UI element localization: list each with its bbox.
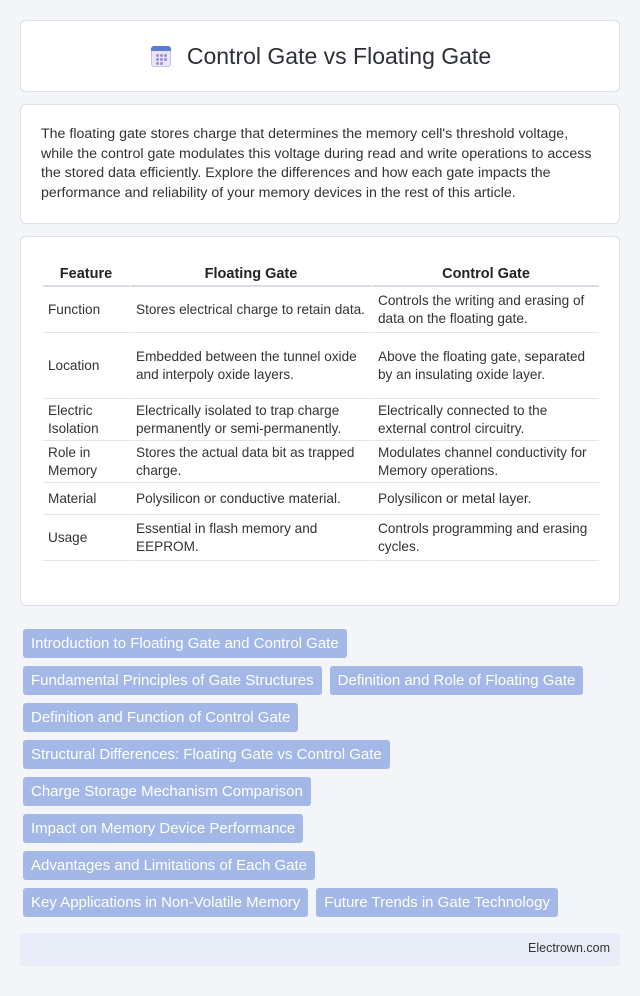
topic-tag-link[interactable]: Key Applications in Non-Volatile Memory xyxy=(23,888,308,917)
table-header-row xyxy=(43,263,599,287)
table-cell: Essential in flash memory and EEPROM. xyxy=(131,515,373,561)
topic-tag-link[interactable]: Impact on Memory Device Performance xyxy=(23,814,303,843)
table-cell: Above the floating gate, separated by an insulating oxide layer. xyxy=(373,333,599,399)
table-header-cell: Control Gate xyxy=(373,263,599,287)
tag-row xyxy=(23,814,623,843)
page-title: Control Gate vs Floating Gate xyxy=(186,42,492,69)
tag-row xyxy=(23,740,623,769)
table-cell: Usage xyxy=(43,515,131,561)
table-row xyxy=(43,483,599,515)
table-row xyxy=(43,333,599,399)
topic-tag-link[interactable]: Fundamental Principles of Gate Structures xyxy=(23,666,322,695)
tag-row xyxy=(23,666,623,695)
table-row xyxy=(43,399,599,441)
topic-tag-link[interactable]: Introduction to Floating Gate and Control Gate xyxy=(23,629,347,658)
table-cell: Function xyxy=(43,287,131,333)
tag-row xyxy=(23,851,623,880)
table-header-cell: Feature xyxy=(43,263,131,287)
table-row xyxy=(43,515,599,561)
footer xyxy=(20,933,620,966)
intro-card xyxy=(20,104,620,224)
table-cell: Electric Isolation xyxy=(43,399,131,441)
topic-tags xyxy=(23,629,623,925)
document-icon xyxy=(149,44,173,68)
footer-site: Electrown.com xyxy=(528,941,610,955)
table-cell: Modulates channel conductivity for Memory operations. xyxy=(373,441,599,483)
title-card xyxy=(20,20,620,92)
comparison-table xyxy=(43,263,599,561)
topic-tag-link[interactable]: Definition and Role of Floating Gate xyxy=(330,666,584,695)
table-row xyxy=(43,441,599,483)
table-cell: Location xyxy=(43,333,131,399)
tag-row xyxy=(23,703,623,732)
table-cell: Controls programming and erasing cycles. xyxy=(373,515,599,561)
table-cell: Controls the writing and erasing of data on the floating gate. xyxy=(373,287,599,333)
intro-text: The floating gate stores charge that determines the memory cell's threshold voltage, while the control gate modulates this voltage during read and write operations to access the stored data efficiently. Explore the differences and how each gate impacts the performance and reliability of your memory devices in the rest of this article. xyxy=(41,126,592,201)
topic-tag-link[interactable]: Definition and Function of Control Gate xyxy=(23,703,298,732)
table-cell: Polysilicon or metal layer. xyxy=(373,483,599,515)
tag-row xyxy=(23,629,623,658)
tag-row xyxy=(23,888,623,917)
table-cell: Role in Memory xyxy=(43,441,131,483)
topic-tag-link[interactable]: Advantages and Limitations of Each Gate xyxy=(23,851,315,880)
topic-tag-link[interactable]: Future Trends in Gate Technology xyxy=(316,888,558,917)
table-cell: Embedded between the tunnel oxide and interpoly oxide layers. xyxy=(131,333,373,399)
table-row xyxy=(43,287,599,333)
table-cell: Polysilicon or conductive material. xyxy=(131,483,373,515)
comparison-table-card xyxy=(20,236,620,606)
table-cell: Electrically connected to the external control circuitry. xyxy=(373,399,599,441)
table-cell: Stores the actual data bit as trapped charge. xyxy=(131,441,373,483)
table-cell: Material xyxy=(43,483,131,515)
topic-tag-link[interactable]: Structural Differences: Floating Gate vs Control Gate xyxy=(23,740,390,769)
table-cell: Stores electrical charge to retain data. xyxy=(131,287,373,333)
topic-tag-link[interactable]: Charge Storage Mechanism Comparison xyxy=(23,777,311,806)
table-header-cell: Floating Gate xyxy=(131,263,373,287)
table-cell: Electrically isolated to trap charge permanently or semi-permanently. xyxy=(131,399,373,441)
tag-row xyxy=(23,777,623,806)
